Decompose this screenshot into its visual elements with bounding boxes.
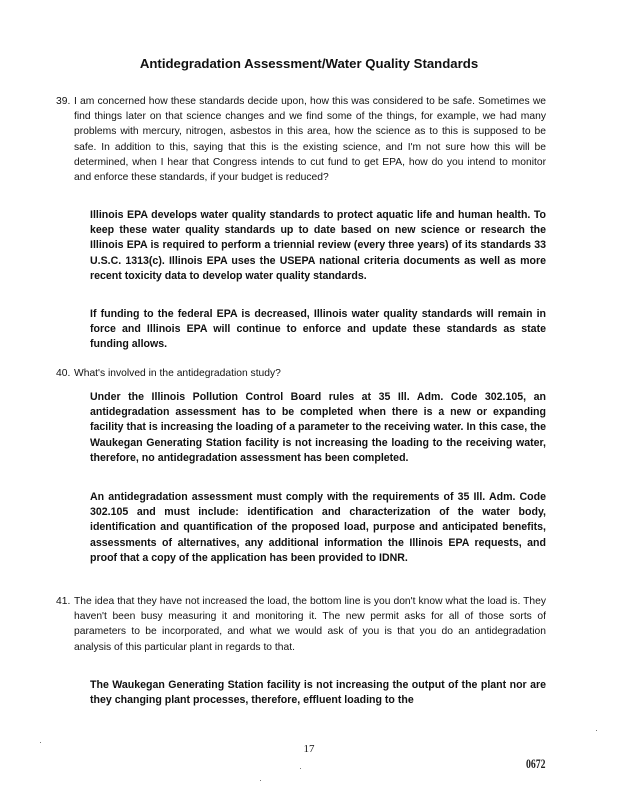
page-title: Antidegradation Assessment/Water Quality Standards xyxy=(139,56,479,71)
bates-stamp: 0672 xyxy=(526,756,546,771)
answer-40-paragraph-1: Under the Illinois Pollution Control Board rules at 35 Ill. Adm. Code 302.105, an antidegradation assessment has to be completed when there is a new or expanding facility that is increasing the loading of a parameter to the receiving water. In this case, the Waukegan Generating Station facility is not increasing the loading to the receiving water, therefore, no antidegradation assessment has been completed. xyxy=(90,391,546,464)
scan-speck xyxy=(260,780,261,781)
question-number: 41. xyxy=(56,596,71,607)
scan-speck xyxy=(300,768,301,769)
answer-39-paragraph-2: If funding to the federal EPA is decreased, Illinois water quality standards will remain in force and Illinois EPA will continue to enforce and update these standards as state funding allows. xyxy=(90,308,546,351)
answer-39-paragraph-1: Illinois EPA develops water quality standards to protect aquatic life and human health. To keep these water quality standards up to date based on new science or research the Illinois EPA is required to perform a triennial review (every three years) of its standards 33 U.S.C. 1313(c). Illinois EPA uses the USEPA national criteria documents as well as more recent toxicity data to develop water quality standards. xyxy=(90,209,546,282)
question-text: I am concerned how these standards decide upon, how this was considered to be safe. Sometimes we find things later on that science changes and we find some of the things, for example, we had many problems with mercury, nitrogen, asbestos in this area, how the science as to this is supposed to be safe. In addition to this, saying that this is the existing science, and I'm not sure how this will be determined, when I hear that Congress intends to cut fund to get EPA, how do you intend to monitor and enforce these standards, if your budget is reduced? xyxy=(74,96,546,184)
answer-40-paragraph-2: An antidegradation assessment must comply with the requirements of 35 Ill. Adm. Code 302.105 and must include: identification and characterization of the water body, identification and quantification of the proposed load, purpose and anticipated benefits, assessments of alternatives, any additional information the Illinois EPA requests, and proof that a copy of the application has been provided to IDNR. xyxy=(90,491,546,564)
answer-41-paragraph-1: The Waukegan Generating Station facility is not increasing the output of the plant nor are they changing plant processes, therefore, effluent loading to the xyxy=(90,679,546,707)
question-39 xyxy=(56,94,546,185)
scan-speck xyxy=(596,730,597,731)
question-text: What's involved in the antidegradation study? xyxy=(74,368,281,379)
question-41 xyxy=(56,594,546,655)
question-number: 39. xyxy=(56,96,71,107)
question-text: The idea that they have not increased the load, the bottom line is you don't know what the load is. They haven't been busy measuring it and monitoring it. The new permit asks for all of those sorts of parameters to be incorporated, and what we would ask of you is that you do an antidegradation analysis of this particular plant in regards to that. xyxy=(74,596,546,653)
scan-speck xyxy=(40,742,41,743)
question-number: 40. xyxy=(56,368,71,379)
question-40 xyxy=(56,366,546,381)
page-number: 17 xyxy=(303,743,315,755)
